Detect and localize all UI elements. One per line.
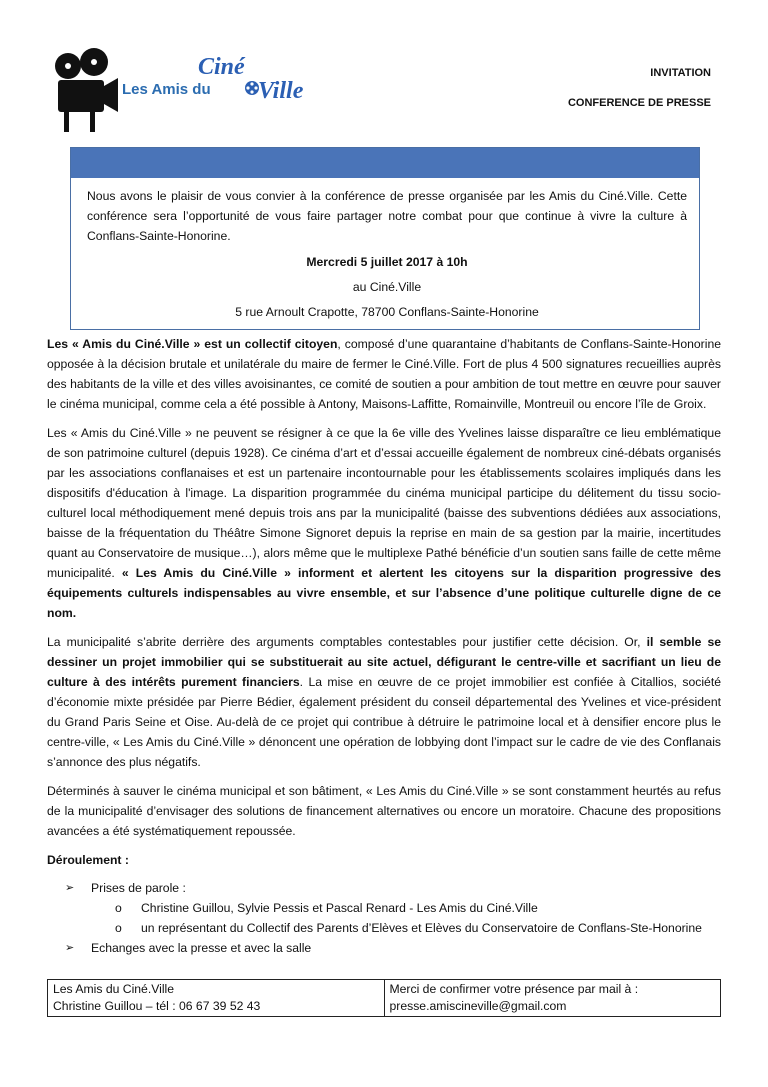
list-item-label: Prises de parole : (91, 881, 186, 895)
list-item-label: Echanges avec la presse et avec la salle (91, 941, 312, 955)
invitation-body (71, 178, 699, 322)
circle-bullet-icon: o (115, 921, 122, 935)
contact-cell-left (48, 980, 385, 1017)
paragraph-3 (47, 632, 721, 772)
sub-list-item-label: Christine Guillou, Sylvie Pessis et Pascal Renard - Les Amis du Ciné.Ville (141, 901, 538, 915)
paragraph-2-bold: « Les Amis du Ciné.Ville » informent et alertent les citoyens sur la disparition progressive des équipements culturels indispensables au vivre ensemble, et sur l’absence d’une politique culturelle digne de ce nom. (47, 566, 721, 620)
paragraph-3-start: La municipalité s’abrite derrière des arguments comptables contestables pour justifier cette décision. Or, (47, 635, 647, 649)
paragraph-4: Déterminés à sauver le cinéma municipal et son bâtiment, « Les Amis du Ciné.Ville » se sont constamment heurtés au refus de la municipalité d’envisager des solutions de financement alternatives ou encore un moratoire. Chacune des propositions avancées a été systématiquement repoussée. (47, 784, 721, 838)
circle-bullet-icon: o (115, 901, 122, 915)
paragraph-1 (47, 334, 721, 414)
invitation-header-bar (71, 148, 699, 178)
contact-phone: Christine Guillou – tél : 06 67 39 52 43 (53, 999, 261, 1013)
paragraph-3-bold: il semble se dessiner un projet immobilier qui se substituerait au site actuel, défigurant le centre-ville et sacrifiant un lieu de culture à des intérêts purement financiers (47, 635, 722, 689)
paragraph-3-rest: . La mise en œuvre de ce projet immobilier est confiée à Citallios, société d’économie mixte présidée par Pierre Bédier, également président du conseil départemental des Yvelines et vice-président du Grand Paris Seine et Oise. Au-delà de ce projet qui contribue à détruire le patrimoine local et à densifier encore plus le centre-ville, « Les Amis du Ciné.Ville » dénoncent une opération de lobbying dont l’impact sur le cadre de vie des Conflanais s’annonce des plus négatifs. (47, 675, 721, 769)
invitation-address: 5 rue Arnoult Crapotte, 78700 Conflans-Sainte-Honorine (235, 305, 539, 319)
deroulement-heading: Déroulement : (47, 853, 129, 867)
paragraph-1-bold: Les « Amis du Ciné.Ville » est un collectif citoyen (47, 337, 338, 351)
arrow-bullet-icon: ➢ (65, 882, 75, 894)
sub-list-item-label: un représentant du Collectif des Parents d’Elèves et Elèves du Conservatoire de Conflans-Ste-Honorine (141, 921, 702, 935)
sub-list-item (115, 898, 721, 918)
contact-cell-right (384, 980, 721, 1017)
list-item (65, 938, 721, 958)
table-row (48, 980, 721, 1017)
agenda-list (47, 878, 721, 958)
sub-list (91, 898, 721, 938)
logo-ville: Ville (258, 78, 304, 104)
main-content (47, 334, 721, 958)
logo (50, 44, 320, 134)
arrow-bullet-icon: ➢ (65, 942, 75, 954)
logo-text: Les Amis du (122, 81, 211, 98)
conference-heading: CONFERENCE DE PRESSE (567, 97, 711, 109)
list-item (65, 878, 721, 938)
rsvp-text: Merci de confirmer votre présence par mail à : (389, 982, 639, 996)
invitation-date: Mercredi 5 juillet 2017 à 10h (306, 255, 468, 269)
invitation-paragraph: Nous avons le plaisir de vous convier à la conférence de presse organisée par les Amis du Ciné.Ville. Cette conférence sera l’opportunité de vous faire partager notre combat pour que continue à vivre la culture à Conflans-Sainte-Honorine. (87, 189, 687, 243)
contact-table (47, 979, 721, 1017)
invitation-heading: INVITATION (650, 67, 711, 79)
paragraph-2-text: Les « Amis du Ciné.Ville » ne peuvent se résigner à ce que la 6e ville des Yvelines laisse disparaître ce lieu emblématique de son patrimoine culturel (depuis 1928). Ce cinéma d’art et d’essai accueille également de nombreux ciné-débats organisés par les associations conflanaises et est un partenaire incontournable pour les établissements scolaires impliqués dans les dispositifs d'éducation à l'image. La disparition programmée du cinéma municipal participe du délitement du tissu socio-culturel local méthodiquement mené depuis trois ans par la municipalité (baisse des subventions dédiées aux associations, baisse de la fréquentation du Théâtre Simone Signoret depuis la reprise en main de sa gestion par la mairie, incertitudes quant au Conservatoire de musique…), alors même que le multiplexe Pathé bénéficie d’un soutien sans faille de cette même municipalité. (47, 426, 721, 580)
paragraph-1-rest: , composé d’une quarantaine d’habitants de Conflans-Sainte-Honorine opposée à la décision brutale et unilatérale du maire de fermer le Ciné.Ville. Fort de plus 4 500 signatures recueillies auprès des habitants de la ville et des villes avoisinantes, ce comité de soutien a pour ambition de tout mettre en œuvre pour sauver le cinéma municipal, comme cela a été possible à Antony, Maisons-Laffitte, Romainville, Montreuil ou encore l’île de Groix. (47, 337, 722, 411)
invitation-place: au Ciné.Ville (352, 280, 422, 294)
invitation-box (70, 147, 700, 330)
contact-organization: Les Amis du Ciné.Ville (53, 982, 175, 996)
rsvp-email[interactable]: presse.amiscineville@gmail.com (389, 999, 567, 1013)
sub-list-item (115, 918, 721, 938)
paragraph-2 (47, 423, 721, 623)
logo-cine: Ciné (198, 54, 245, 80)
film-camera-icon (50, 44, 120, 134)
